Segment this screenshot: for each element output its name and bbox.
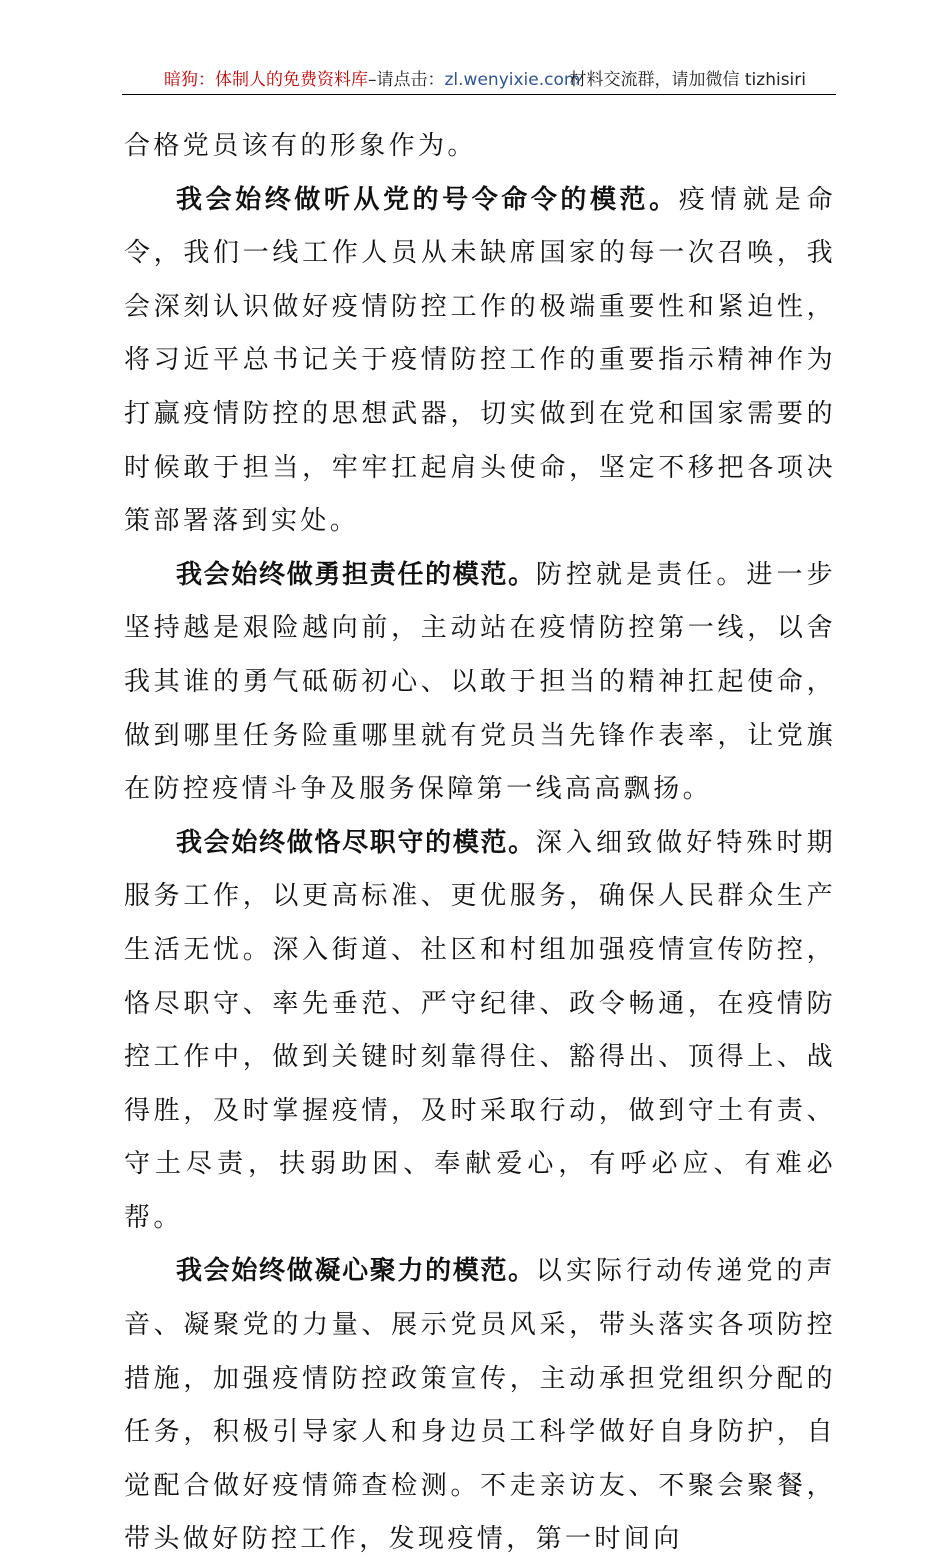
paragraph-continuation [124, 120, 836, 174]
document-body [124, 120, 836, 1567]
paragraph-text: 防控就是责任。进一步坚持越是艰险越向前，主动站在疫情防控第一线，以舍我其谁的勇气砥砺初心、以敢于担当的精神扛起使命，做到哪里任务险重哪里就有党员当先锋作表率，让党旗在防控疫情斗争及服务保障第一线高高飘扬。 [124, 559, 836, 805]
paragraph-lead: 我会始终做凝心聚力的模范。 [176, 1256, 536, 1287]
header-url-link[interactable]: zl.wenyixie.com [444, 70, 581, 90]
paragraph [124, 549, 836, 817]
page-header [122, 66, 836, 95]
paragraph-lead: 我会始终做听从党的号令命令的模范。 [176, 184, 679, 215]
paragraph-lead: 我会始终做恪尽职守的模范。 [176, 827, 536, 858]
paragraph-text: 以实际行动传递党的声音、凝聚党的力量、展示党员风采，带头落实各项防控措施，加强疫情防控政策宣传，主动承担党组织分配的任务，积极引导家人和身边员工科学做好自身防护，自觉配合做好疫情筛查检测。不走亲访友、不聚会聚餐，带头做好防控工作，发现疫情，第一时间向 [124, 1256, 836, 1555]
header-prompt: –请点击： [368, 70, 445, 90]
header-contact: 材料交流群，请加微信 tizhisiri [569, 70, 806, 90]
paragraph [124, 174, 836, 549]
paragraph [124, 1245, 836, 1567]
paragraph-text: 深入细致做好特殊时期服务工作，以更高标准、更优服务，确保人民群众生产生活无忧。深入街道、社区和村组加强疫情宣传防控，恪尽职守、率先垂范、严守纪律、政令畅通，在疫情防控工作中，做到关键时刻靠得住、豁得出、顶得上、战得胜，及时掌握疫情，及时采取行动，做到守土有责、守土尽责，扶弱助困、奉献爱心，有呼必应、有难必帮。 [124, 827, 836, 1233]
header-source [164, 66, 580, 94]
header-brand: 暗狗：体制人的免费资料库 [164, 70, 368, 90]
paragraph [124, 817, 836, 1246]
paragraph-lead: 我会始终做勇担责任的模范。 [176, 559, 536, 590]
paragraph-text: 合格党员该有的形象作为。 [124, 131, 477, 161]
paragraph-text: 疫情就是命令，我们一线工作人员从未缺席国家的每一次召唤，我会深刻认识做好疫情防控工作的极端重要性和紧迫性，将习近平总书记关于疫情防控工作的重要指示精神作为打赢疫情防控的思想武器，切实做到在党和国家需要的时候敢于担当，牢牢扛起肩头使命，坚定不移把各项决策部署落到实处。 [124, 184, 836, 537]
